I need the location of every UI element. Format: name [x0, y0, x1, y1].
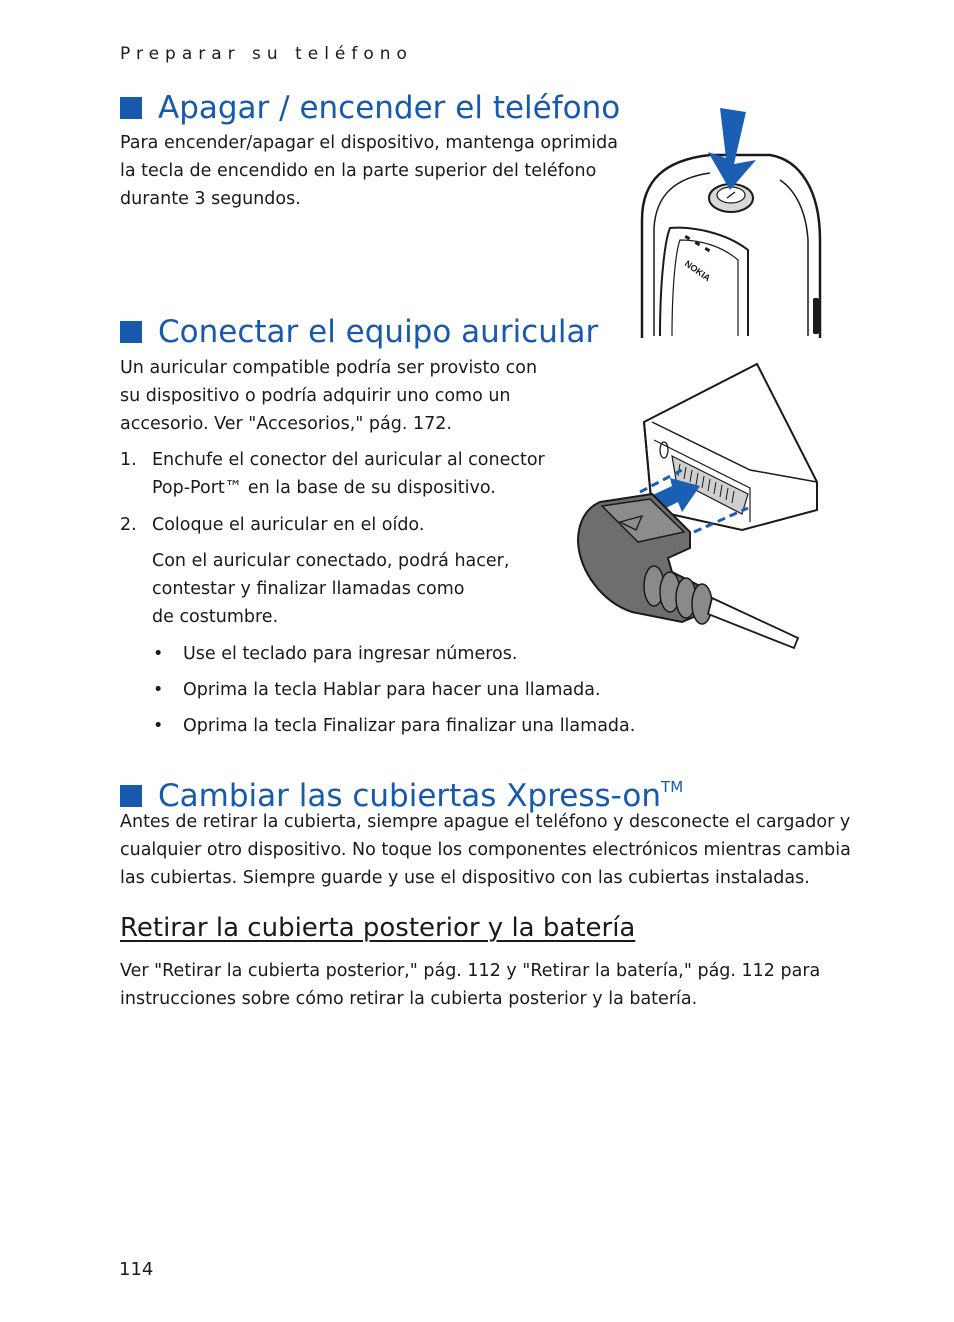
heading-square-icon	[120, 97, 142, 119]
bullet-2-text: Oprima la tecla Hablar para hacer una llamada.	[183, 680, 601, 700]
step-2-number: 2.	[120, 515, 137, 535]
step-1-text: Enchufe el conector del auricular al conector Pop-Port™ en la base de su dispositivo.	[152, 450, 545, 498]
step-2-text: Coloque el auricular en el oído.	[152, 515, 425, 535]
bullet-3-text: Oprima la tecla Finalizar para finalizar una llamada.	[183, 716, 636, 736]
bullet-1-marker: •	[153, 644, 164, 664]
heading-square-icon	[120, 321, 142, 343]
bullet-3-marker: •	[153, 716, 164, 736]
step-1-number: 1.	[120, 450, 137, 470]
heading-headset: Conectar el equipo auricular	[120, 313, 598, 351]
heading-power: Apagar / encender el teléfono	[120, 89, 620, 127]
heading-covers: Cambiar las cubiertas Xpress-on™	[120, 768, 683, 815]
headset-connector-illustration	[572, 362, 822, 654]
remove-paragraph: Ver "Retirar la cubierta posterior," pág. 112 y "Retirar la batería," pág. 112 para instrucciones sobre cómo retirar la cubierta posterior y la batería.	[120, 961, 821, 1009]
bullet-2-marker: •	[153, 680, 164, 700]
power-paragraph: Para encender/apagar el dispositivo, mantenga oprimida la tecla de encendido en la parte superior del teléfono durante 3 segundos.	[120, 133, 618, 209]
headset-intro: Un auricular compatible podría ser provisto con su dispositivo o podría adquirir uno como un accesorio. Ver "Accesorios," pág. 172.	[120, 358, 538, 434]
covers-paragraph: Antes de retirar la cubierta, siempre apague el teléfono y desconecte el cargador y cualquier otro dispositivo. No toque los componentes electrónicos mientras cambia las cubiertas. Siempre guarde y use el dispositivo con las cubiertas instaladas.	[120, 812, 851, 888]
phone-logo: NOKIA	[682, 258, 713, 284]
heading-square-icon	[120, 785, 142, 807]
phone-power-key-illustration	[630, 100, 830, 345]
bullet-1-text: Use el teclado para ingresar números.	[183, 644, 518, 664]
heading-remove-cover: Retirar la cubierta posterior y la batería	[120, 913, 636, 943]
running-head: Preparar su teléfono	[120, 44, 413, 64]
step-2-note: Con el auricular conectado, podrá hacer, contestar y finalizar llamadas como de costumbre.	[152, 551, 510, 627]
page-number: 114	[119, 1259, 154, 1280]
